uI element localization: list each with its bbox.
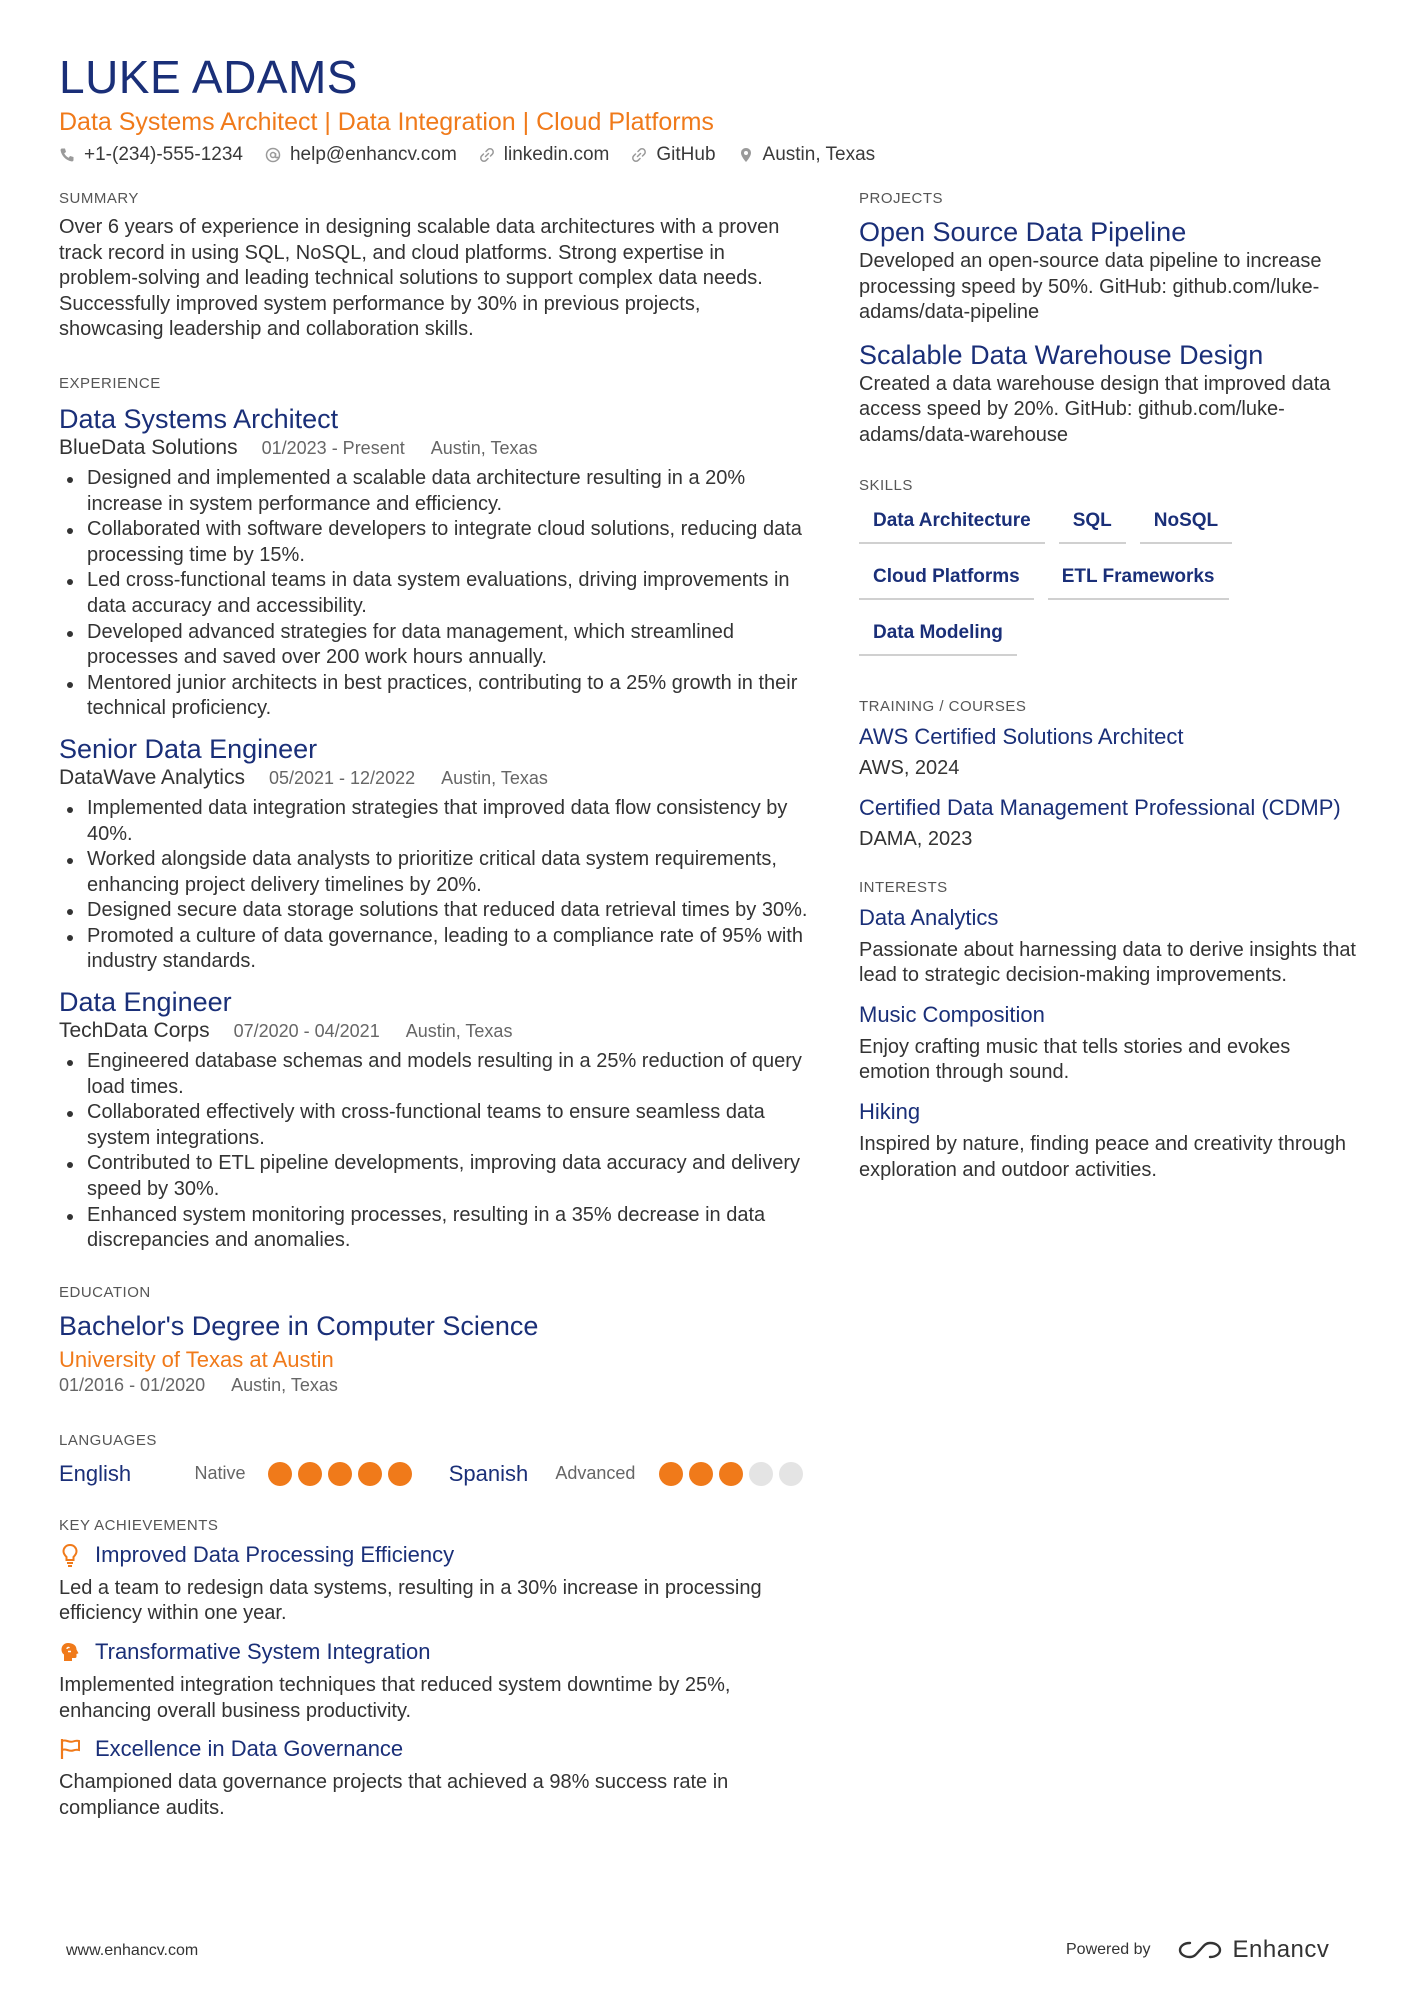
interest-text: Inspired by nature, finding peace and creativity through exploration and outdoor activities. (859, 1132, 1346, 1181)
rating-dot-filled (358, 1462, 382, 1486)
project-text: Developed an open-source data pipeline to increase processing speed by 50%. GitHub: github.com/luke-adams/data-pipeline (859, 250, 1322, 324)
achievement-title: Transformative System Integration (95, 1639, 431, 1664)
project-text: Created a data warehouse design that improved data access speed by 20%. GitHub: github.com/luke-adams/data-warehouse (859, 372, 1331, 446)
list-item: Contributed to ETL pipeline developments, improving data accuracy and delivery speed by 30%. (59, 1151, 809, 1202)
section-title: EXPERIENCE (59, 374, 161, 392)
enhancv-logo-icon[interactable] (1177, 1938, 1223, 1962)
job-title: Senior Data Engineer (59, 733, 318, 764)
interest-text: Enjoy crafting music that tells stories and evokes emotion through sound. (859, 1035, 1291, 1084)
company-name: BlueData Solutions (59, 435, 238, 459)
section-title: PROJECTS (859, 190, 944, 207)
achievement-title-row (59, 1736, 809, 1762)
contact-phone-text: +1-(234)-555-1234 (84, 144, 243, 165)
language-level: Native (194, 1463, 246, 1484)
job-meta (59, 766, 809, 790)
achievement-title-row (59, 1639, 809, 1665)
achievements-section (59, 1517, 809, 1822)
achievement-text: Led a team to redesign data systems, resulting in a 30% increase in processing efficiency within one year. (59, 1576, 762, 1625)
job-location: Austin, Texas (430, 437, 538, 458)
job-dates: 01/2023 - Present (261, 437, 405, 458)
summary-text: Over 6 years of experience in designing scalable data architectures with a proven track record in using SQL, NoSQL, and cloud platforms. Strong expertise in problem-solving and leading technical solutions to support complex data needs. Successfully improved system performance by 30% in previous projects, showcasing leadership and collaboration skills. (59, 216, 780, 341)
job-title: Data Systems Architect (59, 403, 339, 434)
languages-section (59, 1432, 809, 1491)
achievement-title-row (59, 1542, 809, 1568)
course-provider: AWS, 2024 (859, 756, 960, 779)
education-location: Austin, Texas (231, 1374, 338, 1395)
list-item: Engineered database schemas and models resulting in a 25% reduction of query load times. (59, 1049, 809, 1100)
company-name: TechData Corps (59, 1019, 210, 1043)
candidate-headline: Data Systems Architect | Data Integration | Cloud Platforms (59, 108, 714, 136)
list-item: Led cross-functional teams in data system evaluations, driving improvements in data accuracy and accessibility. (59, 568, 809, 619)
achievement-text: Implemented integration techniques that reduced system downtime by 25%, enhancing overall business productivity. (59, 1674, 731, 1722)
list-item: Designed secure data storage solutions that reduced data retrieval times by 30%. (59, 898, 809, 924)
rating-dot-filled (689, 1462, 713, 1486)
experience-item (59, 985, 809, 1254)
list-item: Worked alongside data analysts to prioritize critical data system requirements, enhancing project delivery timelines by 20%. (59, 847, 809, 898)
list-item: Promoted a culture of data governance, leading to a compliance rate of 95% with industry standards. (59, 924, 809, 975)
rating-dot-filled (659, 1462, 683, 1486)
section-title: SUMMARY (59, 190, 139, 207)
skill-tag: Data Architecture (859, 502, 1045, 544)
list-item: Developed advanced strategies for data management, which streamlined processes and saved over 200 work hours annually. (59, 620, 809, 671)
degree-title: Bachelor's Degree in Computer Science (59, 1310, 539, 1341)
project-item (859, 338, 1359, 449)
interest-title: Music Composition (859, 1001, 1045, 1027)
language-rating (268, 1462, 448, 1486)
job-dates: 07/2020 - 04/2021 (233, 1021, 380, 1042)
skill-tag: ETL Frameworks (1048, 558, 1229, 600)
brand-name: Enhancv (1232, 1936, 1330, 1963)
footer-branding (1066, 1936, 1329, 1964)
job-bullets (59, 1049, 809, 1254)
skill-tag: Data Modeling (859, 614, 1017, 656)
language-name: Spanish (448, 1460, 529, 1486)
rating-dot-empty (779, 1462, 803, 1486)
skills-section (859, 477, 1359, 670)
course-title: AWS Certified Solutions Architect (859, 723, 1184, 749)
skill-tag: SQL (1059, 502, 1126, 544)
company-name: DataWave Analytics (59, 765, 245, 789)
language-rating (659, 1462, 809, 1486)
experience-section (59, 375, 809, 1254)
section-title: LANGUAGES (59, 1431, 157, 1449)
at-icon (265, 147, 281, 163)
education-meta (59, 1375, 809, 1396)
candidate-name: LUKE ADAMS (59, 51, 358, 103)
skill-tag: Cloud Platforms (859, 558, 1034, 600)
project-title: Scalable Data Warehouse Design (859, 339, 1264, 370)
language-level: Advanced (555, 1463, 636, 1484)
contact-github[interactable] (631, 144, 715, 166)
education-section (59, 1284, 809, 1396)
rating-dot-filled (298, 1462, 322, 1486)
rating-dot-filled (719, 1462, 743, 1486)
projects-section (859, 190, 1359, 449)
course-item (859, 794, 1359, 851)
interest-item (859, 1001, 1359, 1086)
achievement-title: Improved Data Processing Efficiency (95, 1541, 455, 1567)
list-item: Collaborated with software developers to integrate cloud solutions, reducing data processing time by 15%. (59, 517, 809, 568)
course-title: Certified Data Management Professional (CDMP) (859, 794, 1341, 820)
left-column (59, 190, 809, 1821)
list-item: Implemented data integration strategies that improved data flow consistency by 40%. (59, 796, 809, 847)
link-icon (631, 147, 647, 163)
section-title: EDUCATION (59, 1283, 151, 1301)
achievement-item (59, 1736, 809, 1821)
achievement-item (59, 1639, 809, 1724)
contact-linkedin[interactable] (479, 144, 610, 166)
list-item: Mentored junior architects in best practices, contributing to a 25% growth in their technical proficiency. (59, 671, 809, 722)
interest-title: Hiking (859, 1098, 921, 1124)
lightbulb-icon (59, 1543, 81, 1567)
job-title: Data Engineer (59, 987, 232, 1018)
list-item: Designed and implemented a scalable data architecture resulting in a 20% increase in system performance and efficiency. (59, 466, 809, 517)
contact-location-text: Austin, Texas (762, 144, 876, 165)
languages-row (59, 1457, 809, 1491)
school-name: University of Texas at Austin (59, 1346, 334, 1372)
interest-item (859, 904, 1359, 989)
right-column (859, 190, 1359, 1183)
achievement-item (59, 1542, 809, 1627)
location-pin-icon (738, 147, 754, 163)
link-icon (479, 147, 495, 163)
course-item (859, 723, 1359, 780)
skill-tag: NoSQL (1140, 502, 1232, 544)
contact-location (738, 144, 876, 166)
list-item: Enhanced system monitoring processes, resulting in a 35% decrease in data discrepancies and anomalies. (59, 1203, 809, 1254)
project-title: Open Source Data Pipeline (859, 217, 1187, 247)
rating-dot-filled (388, 1462, 412, 1486)
contact-email[interactable] (265, 144, 457, 166)
powered-by-label: Powered by (1066, 1941, 1151, 1958)
contact-email-text: help@enhancv.com (289, 144, 457, 165)
interest-title: Data Analytics (859, 904, 999, 930)
contact-linkedin-text: linkedin.com (503, 144, 610, 165)
contact-github-text: GitHub (656, 144, 716, 165)
language-name: English (59, 1460, 132, 1486)
brain-icon (59, 1640, 81, 1664)
job-bullets (59, 796, 809, 975)
interests-section (859, 879, 1359, 1184)
rating-dot-filled (328, 1462, 352, 1486)
education-dates: 01/2016 - 01/2020 (59, 1374, 206, 1395)
flag-icon (59, 1737, 81, 1761)
rating-dot-filled (268, 1462, 292, 1486)
interest-item (859, 1098, 1359, 1183)
section-title: INTERESTS (859, 878, 948, 896)
job-bullets (59, 466, 809, 722)
section-title: KEY ACHIEVEMENTS (59, 1516, 219, 1534)
achievement-text: Championed data governance projects that achieved a 98% success rate in compliance audits. (59, 1771, 729, 1819)
rating-dot-empty (749, 1462, 773, 1486)
phone-icon (59, 147, 75, 163)
experience-item (59, 402, 809, 722)
achievement-title: Excellence in Data Governance (95, 1736, 404, 1762)
job-location: Austin, Texas (405, 1021, 513, 1042)
job-meta (59, 436, 809, 460)
course-provider: DAMA, 2023 (859, 827, 973, 850)
contact-phone[interactable] (59, 144, 243, 166)
training-section (859, 698, 1359, 851)
project-item (859, 215, 1359, 326)
contact-bar (59, 144, 897, 166)
footer-website[interactable]: www.enhancv.com (66, 1942, 199, 1959)
section-title: SKILLS (859, 476, 913, 494)
experience-item (59, 732, 809, 975)
job-location: Austin, Texas (441, 767, 548, 788)
summary-section (59, 190, 809, 343)
job-meta (59, 1019, 809, 1043)
section-title: TRAINING / COURSES (859, 697, 1027, 715)
skills-list (859, 502, 1359, 670)
list-item: Collaborated effectively with cross-functional teams to ensure seamless data system integrations. (59, 1100, 809, 1151)
job-dates: 05/2021 - 12/2022 (268, 767, 416, 788)
interest-text: Passionate about harnessing data to derive insights that lead to strategic decision-making improvements. (859, 938, 1356, 987)
